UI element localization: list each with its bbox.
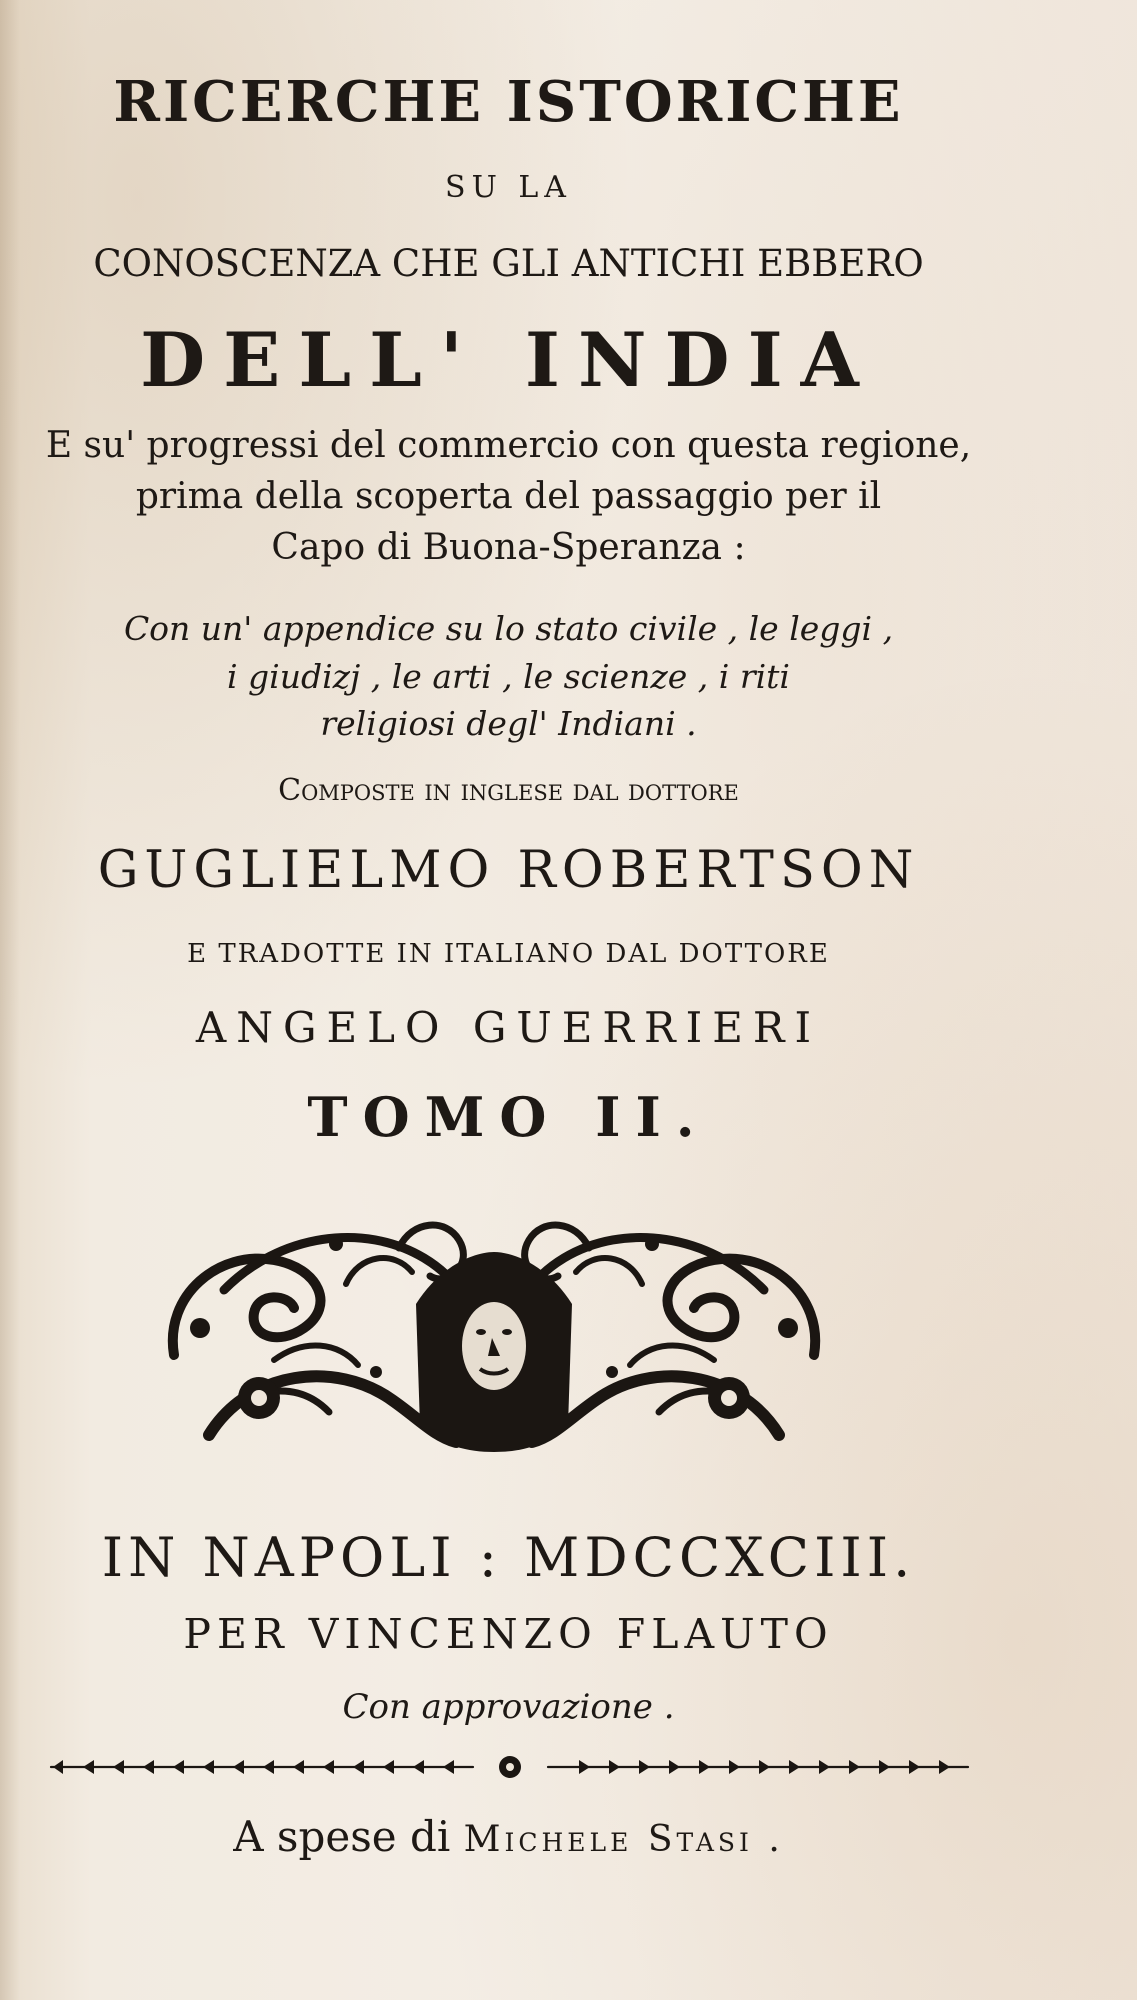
composed-line: Composte in inglese dal dottore (278, 773, 739, 808)
printers-ornament (154, 1210, 834, 1460)
translated-line: E TRADOTTE IN ITALIANO DAL DOTTORE (187, 939, 830, 969)
publisher-line (0, 1812, 1077, 1861)
printer-line: PER VINCENZO FLAUTO (183, 1610, 834, 1658)
title-line-1: RICERCHE ISTORICHE (113, 69, 904, 135)
author-name: GUGLIELMO ROBERTSON (97, 841, 920, 900)
translator-name: ANGELO GUERRIERI (195, 1003, 822, 1052)
subtitle-line-3: Capo di Buona-Speranza : (271, 527, 746, 568)
title-line-4: DELL' INDIA (140, 316, 877, 404)
title-line-3: CONOSCENZA CHE GLI ANTICHI EBBERO (93, 242, 924, 285)
decorative-rule (43, 1750, 978, 1784)
subtitle-line-2: prima della scoperta del passaggio per il (135, 476, 882, 517)
imprint-place-date: IN NAPOLI : MDCCXCIII. (101, 1526, 916, 1589)
title-line-2: SU LA (445, 170, 572, 205)
subtitle-line-1: E su' progressi del commercio con questa regione, (45, 425, 972, 466)
publisher-prefix: A spese di (233, 1812, 451, 1861)
appendix-line-3: religiosi degl' Indiani . (320, 704, 697, 743)
appendix-line-2: i giudizj , le arti , le scienze , i riti (227, 657, 790, 696)
approval-line: Con approvazione . (342, 1687, 675, 1727)
volume-label: TOMO II. (307, 1085, 710, 1149)
publisher-name: Michele Stasi . (463, 1819, 784, 1860)
appendix-line-1: Con un' appendice su lo stato civile , le leggi , (123, 609, 894, 648)
